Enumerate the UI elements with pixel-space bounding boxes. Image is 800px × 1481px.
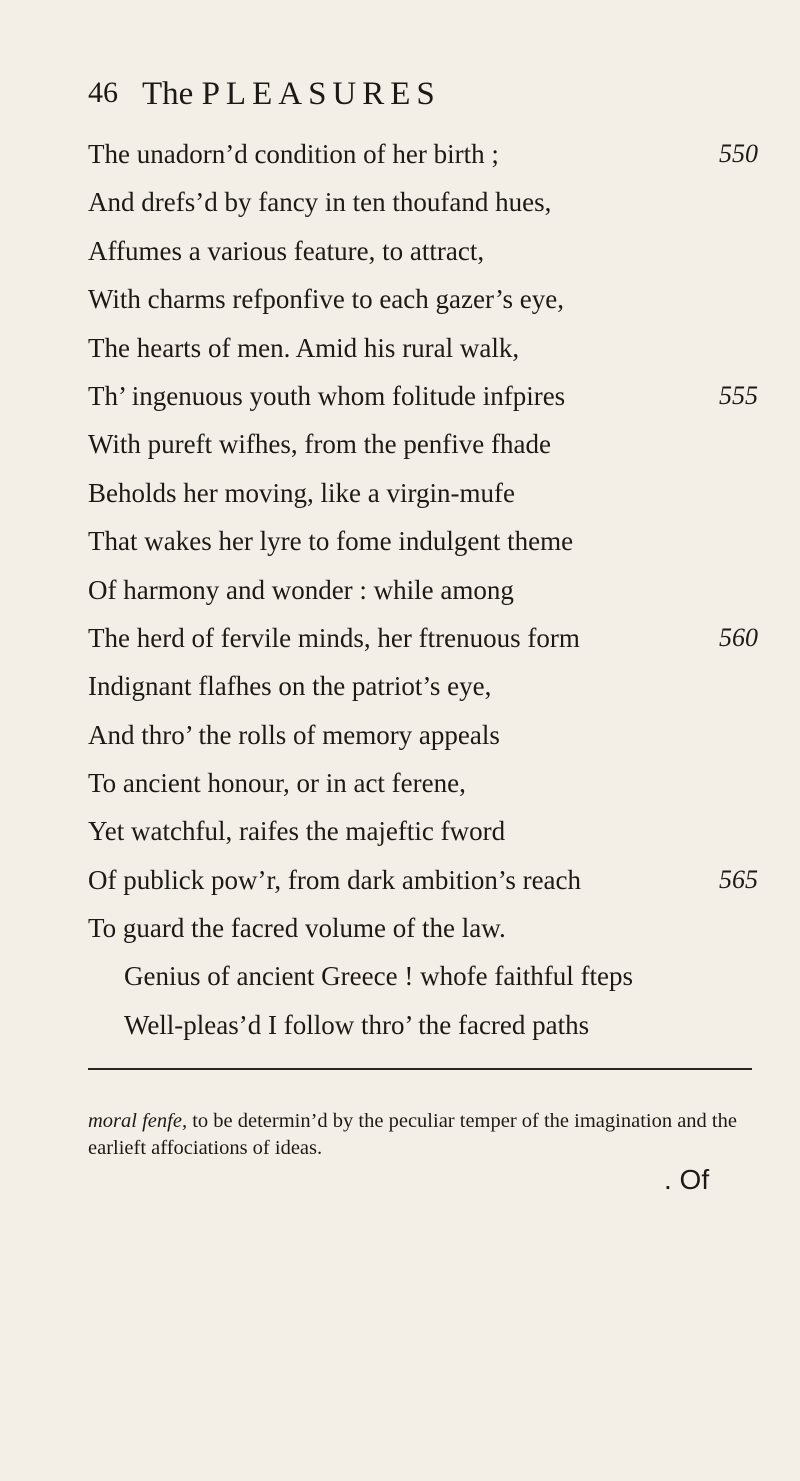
line-text: Genius of ancient Greece ! whofe faithful fteps [124,961,634,991]
line-text: Indignant flafhes on the patriot’s eye, [88,671,492,702]
footnote-italic: moral fenfe, [88,1110,188,1132]
line-text: And drefs’d by fancy in ten thoufand hues, [88,187,552,218]
line-text: Yet watchful, raifes the majeftic fword [88,816,506,847]
verse-line [88,856,758,904]
verse-line [88,711,708,759]
line-text: That wakes her lyre to fome indulgent theme [88,526,574,557]
catchword: . Of [664,1164,710,1195]
line-text: The unadorn’d condition of her birth ; [88,139,499,169]
line-text: Of harmony and wonder : while among [88,574,514,605]
verse-line [88,759,708,807]
line-text: Well-pleas’d I follow thro’ the facred paths [124,1010,590,1040]
running-title-prefix: The [142,76,194,112]
verse-line [88,662,708,710]
verse-line [88,614,758,662]
verse-line [88,324,708,372]
verse-line [88,469,708,517]
line-number: 565 [719,864,758,894]
line-text: With charms refponfive to each gazer’s eye, [88,284,564,315]
verse-stanza-1 [88,130,758,953]
line-number: 550 [719,139,758,168]
running-title [142,76,441,113]
verse-line [88,372,758,420]
line-text: Affumes a various feature, to attract, [88,235,485,266]
line-number: 560 [719,622,758,652]
line-text: The hearts of men. Amid his rural walk, [88,332,520,363]
footnote-rule [88,1068,752,1070]
line-text: Beholds her moving, like a virgin-mufe [88,477,515,508]
line-text: To guard the facred volume of the law. [88,913,506,944]
verse-line [88,420,708,468]
page-number: 46 [88,76,118,109]
verse-line [88,517,708,565]
running-head [88,76,708,126]
verse-line [88,275,708,323]
line-text: With pureft wifhes, from the penfive fhade [88,429,551,460]
line-text: And thro’ the rolls of memory appeals [88,719,500,750]
verse-line [88,227,708,275]
footnote-text: to be determin’d by the peculiar temper of the imagination and the earlieft affociations of ideas. [88,1110,737,1159]
line-text: To ancient honour, or in act ferene, [88,768,466,799]
verse-line [124,1001,764,1050]
verse-stanza-2 [124,952,764,1050]
verse-line [88,130,758,178]
line-text: Th’ ingenuous youth whom folitude infpires [88,380,566,411]
running-title-caps: PLEASURES [201,76,441,112]
verse-line [88,178,708,226]
verse-line [88,566,708,614]
line-text: Of publick pow’r, from dark ambition’s reach [88,864,582,895]
verse-line [88,807,708,855]
line-text: The herd of fervile minds, her ftrenuous form [88,622,580,653]
verse-line [88,904,708,952]
line-number: 555 [719,380,758,410]
verse-line [124,952,764,1001]
footnote [88,1108,758,1162]
